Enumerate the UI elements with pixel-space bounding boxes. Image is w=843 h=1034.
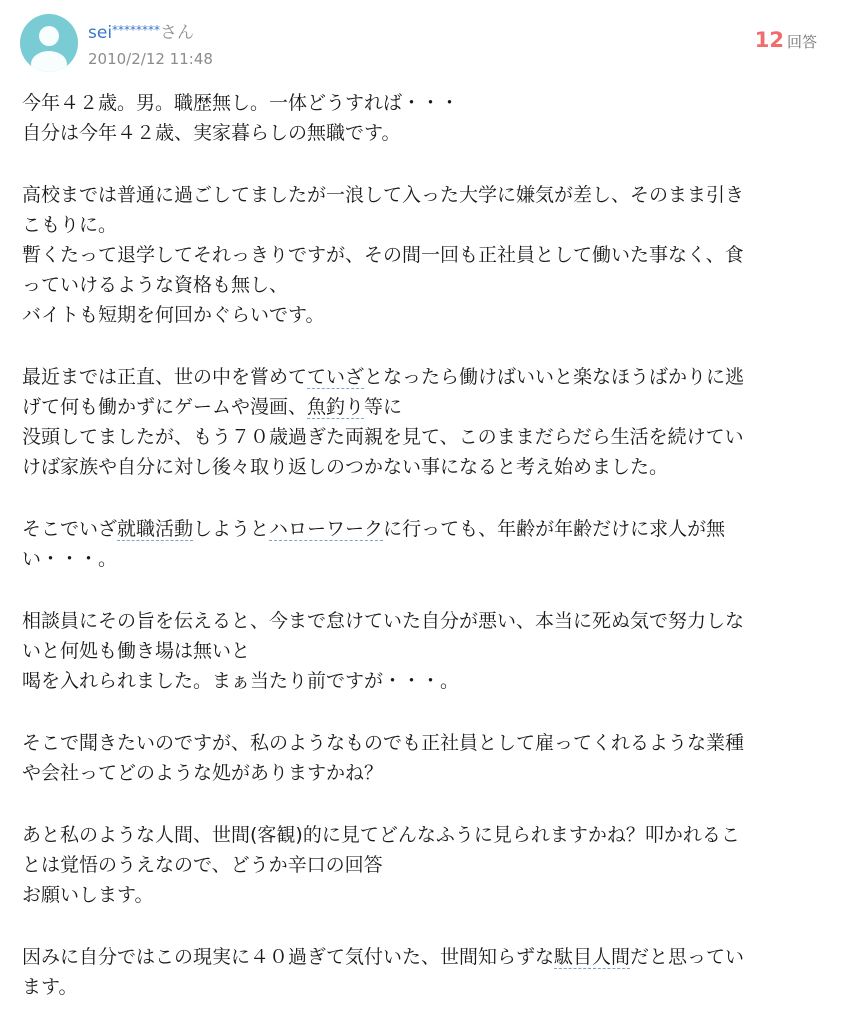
question-paragraph <box>22 820 818 910</box>
text-segment: っていけるような資格も無し、 <box>22 274 289 296</box>
question-paragraph <box>22 606 818 696</box>
keyword-link[interactable]: ていざ <box>307 366 365 388</box>
text-segment: となったら働けばいいと楽なほうばかりに逃 <box>364 366 745 388</box>
answer-count: 12 <box>754 28 784 52</box>
question-text-line <box>22 300 818 330</box>
text-segment: だと思ってい <box>630 946 745 968</box>
keyword-link[interactable]: 魚釣り <box>307 396 365 418</box>
question-text-line <box>22 240 818 270</box>
text-segment: お願いします。 <box>22 884 154 906</box>
keyword-link[interactable]: 駄目人間 <box>554 946 631 968</box>
user-name[interactable] <box>88 18 194 43</box>
answer-count-badge[interactable] <box>755 28 817 52</box>
text-segment: や会社ってどのような処がありますかね？ <box>22 762 384 784</box>
question-text-line <box>22 210 818 240</box>
user-honorific: さん <box>160 23 195 43</box>
text-segment: けば家族や自分に対し後々取り返しのつかない事になると考え始めました。 <box>22 456 669 478</box>
text-segment: いと何処も働き場は無いと <box>22 640 251 662</box>
question-paragraph <box>22 88 818 148</box>
post-date: 2010/2/12 11:48 <box>88 50 213 68</box>
text-segment: そこでいざ <box>22 518 118 540</box>
text-segment: ます。 <box>22 976 78 998</box>
question-text-line <box>22 942 818 972</box>
question-header <box>0 0 843 82</box>
question-text-line <box>22 514 818 544</box>
text-segment: 今年４２歳。男。職歴無し。一体どうすれば・・・ <box>22 92 460 114</box>
question-text-line <box>22 666 818 696</box>
text-segment: 暫くたって退学してそれっきりですが、その間一回も正社員として働いた事なく、食 <box>22 244 744 266</box>
answer-count-label: 回答 <box>786 33 817 51</box>
question-text-line <box>22 850 818 880</box>
question-paragraph <box>22 180 818 330</box>
text-segment: 自分は今年４２歳、実家暮らしの無職です。 <box>22 122 401 144</box>
text-segment: とは覚悟のうえなので、どうか辛口の回答 <box>22 854 383 876</box>
question-paragraph <box>22 728 818 788</box>
question-text-line <box>22 452 818 482</box>
text-segment: い・・・。 <box>22 548 118 570</box>
question-text-line <box>22 362 818 392</box>
question-body <box>22 88 818 1034</box>
text-segment: こもりに。 <box>22 214 118 236</box>
text-segment: あと私のような人間、世間(客観)的に見てどんなふうに見られますかね？叩かれるこ <box>22 824 740 846</box>
question-text-line <box>22 544 818 574</box>
question-paragraph <box>22 362 818 482</box>
question-text-line <box>22 820 818 850</box>
question-text-line <box>22 606 818 636</box>
user-name-text[interactable]: sei <box>88 23 113 43</box>
question-text-line <box>22 972 818 1002</box>
text-segment: そこで聞きたいのですが、私のようなものでも正社員として雇ってくれるような業種 <box>22 732 745 754</box>
question-text-line <box>22 392 818 422</box>
question-text-line <box>22 758 818 788</box>
question-text-line <box>22 118 818 148</box>
keyword-link[interactable]: 就職活動 <box>117 518 194 540</box>
question-paragraph <box>22 942 818 1002</box>
text-segment: しようと <box>193 518 270 540</box>
text-segment: 喝を入れられました。まぁ当たり前ですが・・・。 <box>22 670 460 692</box>
text-segment: 高校までは普通に過ごしてましたが一浪して入った大学に嫌気が差し、そのまま引き <box>22 184 745 206</box>
text-segment: 等に <box>364 396 403 418</box>
question-text-line <box>22 422 818 452</box>
text-segment: 没頭してましたが、もう７０歳過ぎた両親を見て、このままだらだら生活を続けてい <box>22 426 744 448</box>
text-segment: 最近までは正直、世の中を嘗めて <box>22 366 308 388</box>
text-segment: 因みに自分ではこの現実に４０過ぎて気付いた、世間知らずな <box>22 946 555 968</box>
text-segment: バイトも短期を何回かぐらいです。 <box>22 304 325 326</box>
question-text-line <box>22 728 818 758</box>
question-text-line <box>22 180 818 210</box>
question-text-line <box>22 636 818 666</box>
keyword-link[interactable]: ハローワーク <box>269 518 384 540</box>
user-avatar-icon[interactable] <box>20 14 78 72</box>
question-text-line <box>22 880 818 910</box>
question-paragraph <box>22 514 818 574</box>
text-segment: 相談員にその旨を伝えると、今まで怠けていた自分が悪い、本当に死ぬ気で努力しな <box>22 610 745 632</box>
question-text-line <box>22 88 818 118</box>
user-name-mask[interactable]: ******** <box>112 23 161 37</box>
text-segment: に行っても、年齢が年齢だけに求人が無 <box>383 518 726 540</box>
text-segment: げて何も働かずにゲームや漫画、 <box>22 396 308 418</box>
question-text-line <box>22 270 818 300</box>
